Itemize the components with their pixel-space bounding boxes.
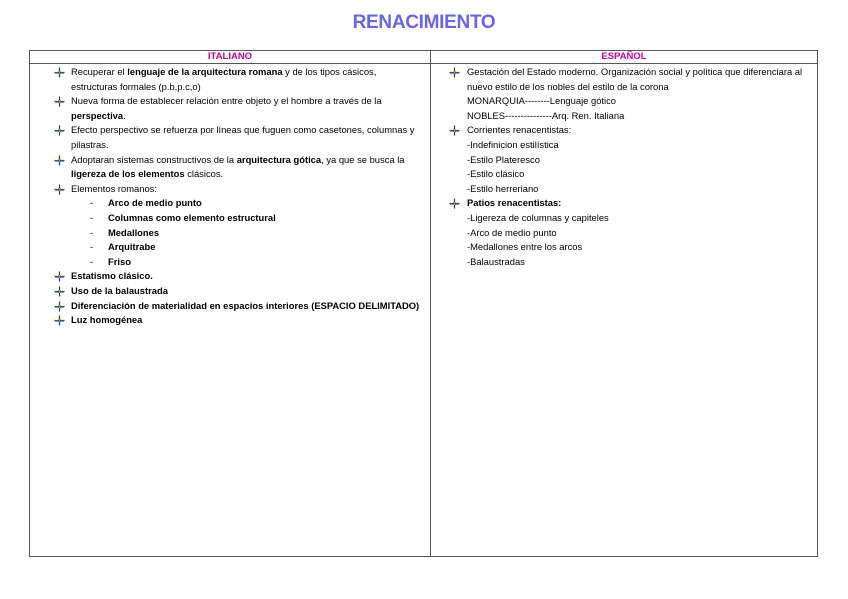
pushpin-icon — [54, 96, 65, 107]
bullet-item: Efecto perspectivo se refuerza por líneas que fuguen como casetones, columnas y pilastras. — [30, 123, 430, 152]
pushpin-icon — [449, 198, 460, 209]
pushpin-icon — [449, 125, 460, 136]
bullet-item: Uso de la balaustrada — [30, 284, 430, 299]
pushpin-icon — [54, 155, 65, 166]
comparison-table — [29, 50, 818, 557]
bullet-item: Luz homogénea — [30, 313, 430, 328]
bullet-item: Nueva forma de establecer relación entre objeto y el hombre a través de la perspectiva. — [30, 94, 430, 123]
sub-item: - Friso — [30, 255, 430, 270]
list-line: -Estilo clásico — [467, 168, 525, 180]
pushpin-icon — [54, 315, 65, 326]
header-row — [30, 51, 818, 64]
list-line: -Ligereza de columnas y capiteles — [467, 211, 609, 223]
header-italiano: ITALIANO — [30, 51, 431, 64]
bullet-item: Recuperar el lenguaje de la arquitectura romana y de los tipos cásicos, estructuras formales (p.b,p.c,o) — [30, 65, 430, 94]
list-line: -Arco de medio punto — [467, 226, 557, 238]
list-line: -Indefinicion estilística — [467, 138, 559, 150]
content-row — [30, 64, 818, 557]
list-line: -Estilo Plateresco — [467, 153, 540, 165]
sub-item: - Columnas como elemento estructural — [30, 211, 430, 226]
bullet-item: Adoptaran sistemas constructivos de la arquitectura gótica, ya que se busca la ligereza de los elementos clásicos. — [30, 153, 430, 182]
sub-item: - Medallones — [30, 226, 430, 241]
bullet-item: Gestación del Estado moderno. Organización social y política que diferenciara al nuevo estilo de los nobles del estilo de la corona MONARQUIA--------Lenguaje gótico NOBLES---------------Arq. Ren. Italiana — [431, 65, 817, 123]
pushpin-icon — [54, 286, 65, 297]
bullet-item: Diferenciación de materialidad en espacios interiores (ESPACIO DELIMITADO) — [30, 299, 430, 314]
pushpin-icon — [54, 271, 65, 282]
sub-item: - Arco de medio punto — [30, 196, 430, 211]
column-italiano — [30, 64, 431, 557]
sub-item: - Arquitrabe — [30, 240, 430, 255]
bullet-item: Elementos romanos: — [30, 182, 430, 197]
list-line: -Balaustradas — [467, 255, 525, 267]
pushpin-icon — [54, 301, 65, 312]
bullet-item: Estatismo clásico. — [30, 269, 430, 284]
pushpin-icon — [54, 184, 65, 195]
list-line: -Estilo herreriano — [467, 182, 539, 194]
pushpin-icon — [54, 125, 65, 136]
bullet-item: Patios renacentistas: — [431, 196, 817, 211]
header-espanol: ESPAÑOL — [431, 51, 818, 64]
column-espanol — [431, 64, 818, 557]
pushpin-icon — [449, 67, 460, 78]
page-title: RENACIMIENTO — [352, 12, 496, 33]
pushpin-icon — [54, 67, 65, 78]
list-line: -Medallones entre los arcos — [467, 241, 583, 253]
bullet-item: Corrientes renacentistas: — [431, 123, 817, 138]
